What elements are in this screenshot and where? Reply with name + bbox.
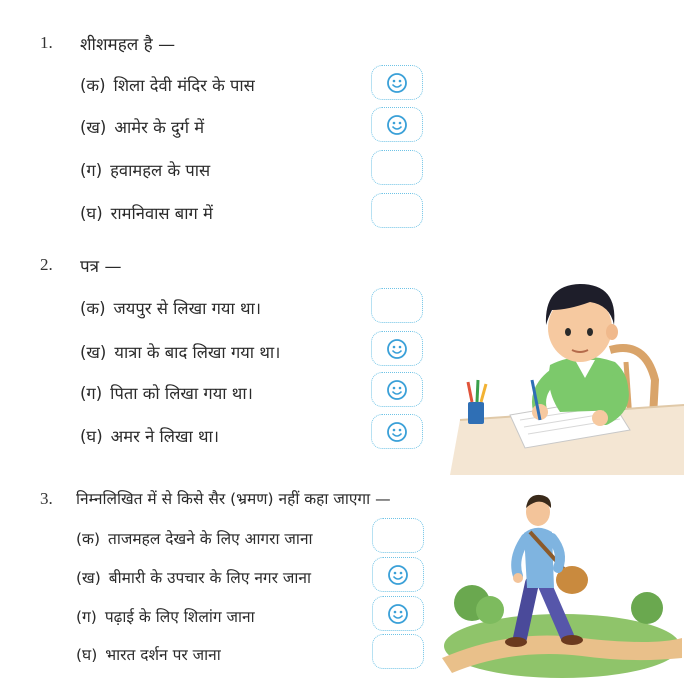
q2-answer-box-kha[interactable] <box>371 331 423 366</box>
q3-answer-box-kha[interactable] <box>372 557 424 592</box>
option-label: (घ) <box>76 646 98 664</box>
q3-answer-box-gha[interactable] <box>372 634 424 669</box>
question-2-number: 2. <box>40 255 53 274</box>
option-text: बीमारी के उपचार के लिए नगर जाना <box>108 569 312 587</box>
q1-answer-box-ga[interactable] <box>371 150 423 185</box>
option-label: (क) <box>80 299 106 318</box>
option-label: (ग) <box>80 384 103 403</box>
q1-option-kha <box>80 115 204 138</box>
q2-option-ka <box>80 296 261 319</box>
option-text: आमेर के दुर्ग में <box>114 118 205 137</box>
option-text: हवामहल के पास <box>110 161 211 180</box>
q2-answer-box-ga[interactable] <box>371 372 423 407</box>
option-text: यात्रा के बाद लिखा गया था। <box>114 343 281 362</box>
option-text: अमर ने लिखा था। <box>110 427 220 446</box>
question-3-number: 3. <box>40 489 53 508</box>
smiley-icon <box>386 114 408 136</box>
option-label: (ख) <box>80 343 107 362</box>
option-text: पढ़ाई के लिए शिलांग जाना <box>104 608 255 626</box>
option-label: (ख) <box>76 569 101 587</box>
q1-answer-box-kha[interactable] <box>371 107 423 142</box>
q2-answer-box-gha[interactable] <box>371 414 423 449</box>
q3-option-gha <box>76 643 221 665</box>
option-text: पिता को लिखा गया था। <box>110 384 253 403</box>
q2-option-ga <box>80 381 253 404</box>
option-label: (ग) <box>80 161 103 180</box>
q1-option-gha <box>80 201 213 224</box>
option-label: (ग) <box>76 608 97 626</box>
q3-option-kha <box>76 566 311 588</box>
q2-answer-box-ka[interactable] <box>371 288 423 323</box>
q2-option-gha <box>80 424 219 447</box>
question-1-number: 1. <box>40 33 53 52</box>
option-text: भारत दर्शन पर जाना <box>105 646 221 664</box>
q1-answer-box-gha[interactable] <box>371 193 423 228</box>
option-text: शिला देवी मंदिर के पास <box>113 76 255 95</box>
smiley-icon <box>386 421 408 443</box>
option-label: (घ) <box>80 427 103 446</box>
question-1-text: शीशमहल है — <box>80 35 176 55</box>
traveler-walking-illustration <box>432 488 684 678</box>
q1-option-ka <box>80 73 255 96</box>
q1-answer-box-ka[interactable] <box>371 65 423 100</box>
smiley-icon <box>386 72 408 94</box>
q3-answer-box-ga[interactable] <box>372 596 424 631</box>
q3-option-ga <box>76 605 255 627</box>
option-text: ताजमहल देखने के लिए आगरा जाना <box>108 530 313 548</box>
option-label: (क) <box>80 76 106 95</box>
smiley-icon <box>387 564 409 586</box>
option-label: (क) <box>76 530 100 548</box>
option-label: (घ) <box>80 204 103 223</box>
smiley-icon <box>386 338 408 360</box>
option-text: रामनिवास बाग में <box>110 204 213 223</box>
q1-option-ga <box>80 158 210 181</box>
q3-answer-box-ka[interactable] <box>372 518 424 553</box>
smiley-icon <box>387 603 409 625</box>
boy-writing-illustration <box>440 270 684 475</box>
question-3-text: निम्नलिखित में से किसे सैर (भ्रमण) नहीं कहा जाएगा — <box>76 490 391 508</box>
smiley-icon <box>386 379 408 401</box>
question-2-text: पत्र — <box>80 257 122 277</box>
q2-option-kha <box>80 340 280 363</box>
option-text: जयपुर से लिखा गया था। <box>113 299 262 318</box>
option-label: (ख) <box>80 118 107 137</box>
q3-option-ka <box>76 527 313 549</box>
